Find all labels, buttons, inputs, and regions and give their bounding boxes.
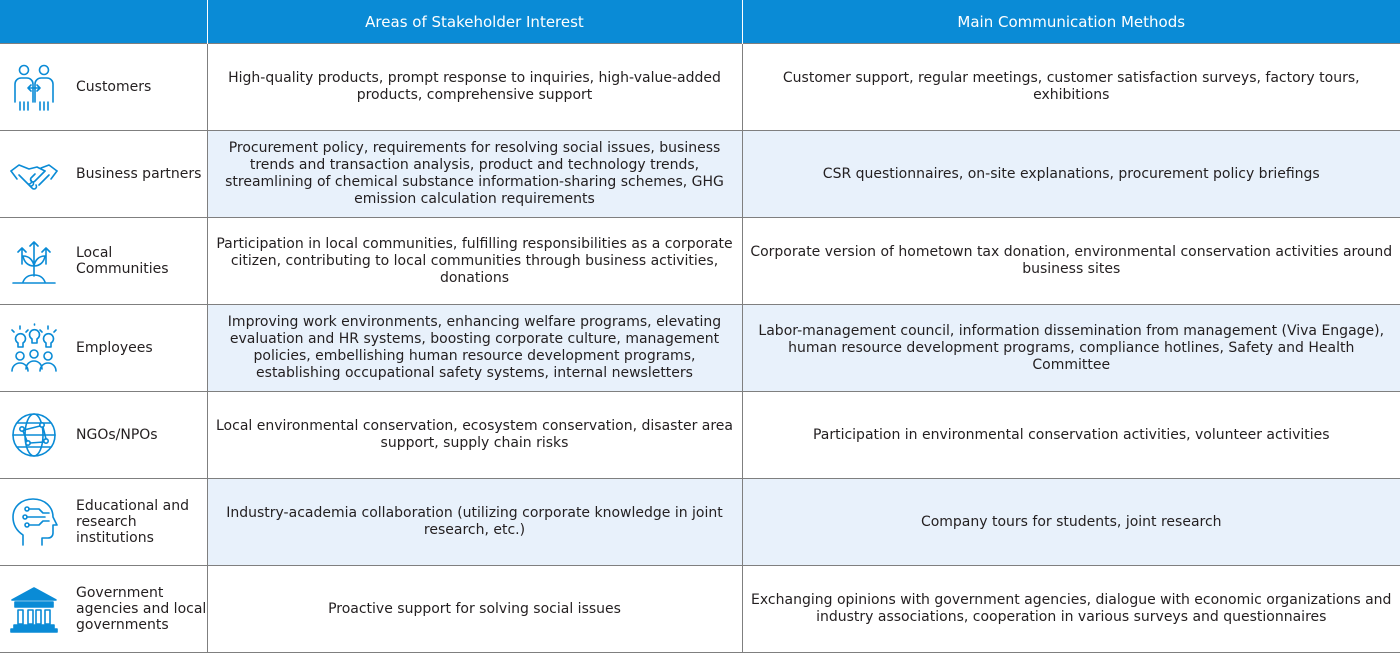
table-row <box>0 566 1400 653</box>
stakeholder-cell <box>0 218 207 305</box>
stakeholder-cell <box>0 44 207 131</box>
stakeholder-label: Customers <box>76 79 152 95</box>
stakeholder-cell <box>0 479 207 566</box>
interest-cell: Procurement policy, requirements for resolving social issues, business trends and transaction analysis, product and technology trends, streamlining of chemical substance information-sharing schemes, GHG emission calculation requirements <box>207 131 742 218</box>
interest-cell: Industry-academia collaboration (utilizing corporate knowledge in joint research, etc.) <box>207 479 742 566</box>
government-building-icon <box>8 581 60 637</box>
stakeholder-cell <box>0 566 207 653</box>
stakeholder-cell <box>0 392 207 479</box>
stakeholder-label: Government agencies and local governments <box>76 585 207 633</box>
handshake-icon <box>8 146 60 202</box>
methods-cell: Customer support, regular meetings, customer satisfaction surveys, factory tours, exhibitions <box>742 44 1400 131</box>
table-row <box>0 479 1400 566</box>
methods-cell: Corporate version of hometown tax donation, environmental conservation activities around business sites <box>742 218 1400 305</box>
stakeholder-cell <box>0 305 207 392</box>
header-interest: Areas of Stakeholder Interest <box>207 0 742 44</box>
sprout-icon <box>8 233 60 289</box>
methods-cell: Labor-management council, information dissemination from management (Viva Engage), human resource development programs, compliance hotlines, Safety and Health Committee <box>742 305 1400 392</box>
methods-cell: Company tours for students, joint research <box>742 479 1400 566</box>
employees-icon <box>8 320 60 376</box>
customers-icon <box>8 59 60 115</box>
table-row <box>0 305 1400 392</box>
header-row <box>0 0 1400 44</box>
table-row <box>0 218 1400 305</box>
table-row <box>0 392 1400 479</box>
methods-cell: CSR questionnaires, on-site explanations, procurement policy briefings <box>742 131 1400 218</box>
interest-cell: Proactive support for solving social issues <box>207 566 742 653</box>
interest-cell: Participation in local communities, fulfilling responsibilities as a corporate citizen, contributing to local communities through business activities, donations <box>207 218 742 305</box>
stakeholder-label: Business partners <box>76 166 202 182</box>
methods-cell: Exchanging opinions with government agencies, dialogue with economic organizations and industry associations, cooperation in various surveys and questionnaires <box>742 566 1400 653</box>
header-stakeholder <box>0 0 207 44</box>
stakeholder-label: Employees <box>76 340 153 356</box>
interest-cell: Improving work environments, enhancing welfare programs, elevating evaluation and HR systems, boosting corporate culture, management policies, embellishing human resource development programs, establishing occupational safety systems, internal newsletters <box>207 305 742 392</box>
methods-cell: Participation in environmental conservation activities, volunteer activities <box>742 392 1400 479</box>
interest-cell: High-quality products, prompt response to inquiries, high-value-added products, comprehensive support <box>207 44 742 131</box>
stakeholder-label: Local Communities <box>76 245 169 277</box>
table-row <box>0 44 1400 131</box>
table-row <box>0 131 1400 218</box>
stakeholder-cell <box>0 131 207 218</box>
globe-network-icon <box>8 407 60 463</box>
interest-cell: Local environmental conservation, ecosystem conservation, disaster area support, supply chain risks <box>207 392 742 479</box>
stakeholder-label: NGOs/NPOs <box>76 427 158 443</box>
stakeholder-label: Educational and research institutions <box>76 498 189 546</box>
header-methods: Main Communication Methods <box>742 0 1400 44</box>
head-circuit-icon <box>8 494 60 550</box>
